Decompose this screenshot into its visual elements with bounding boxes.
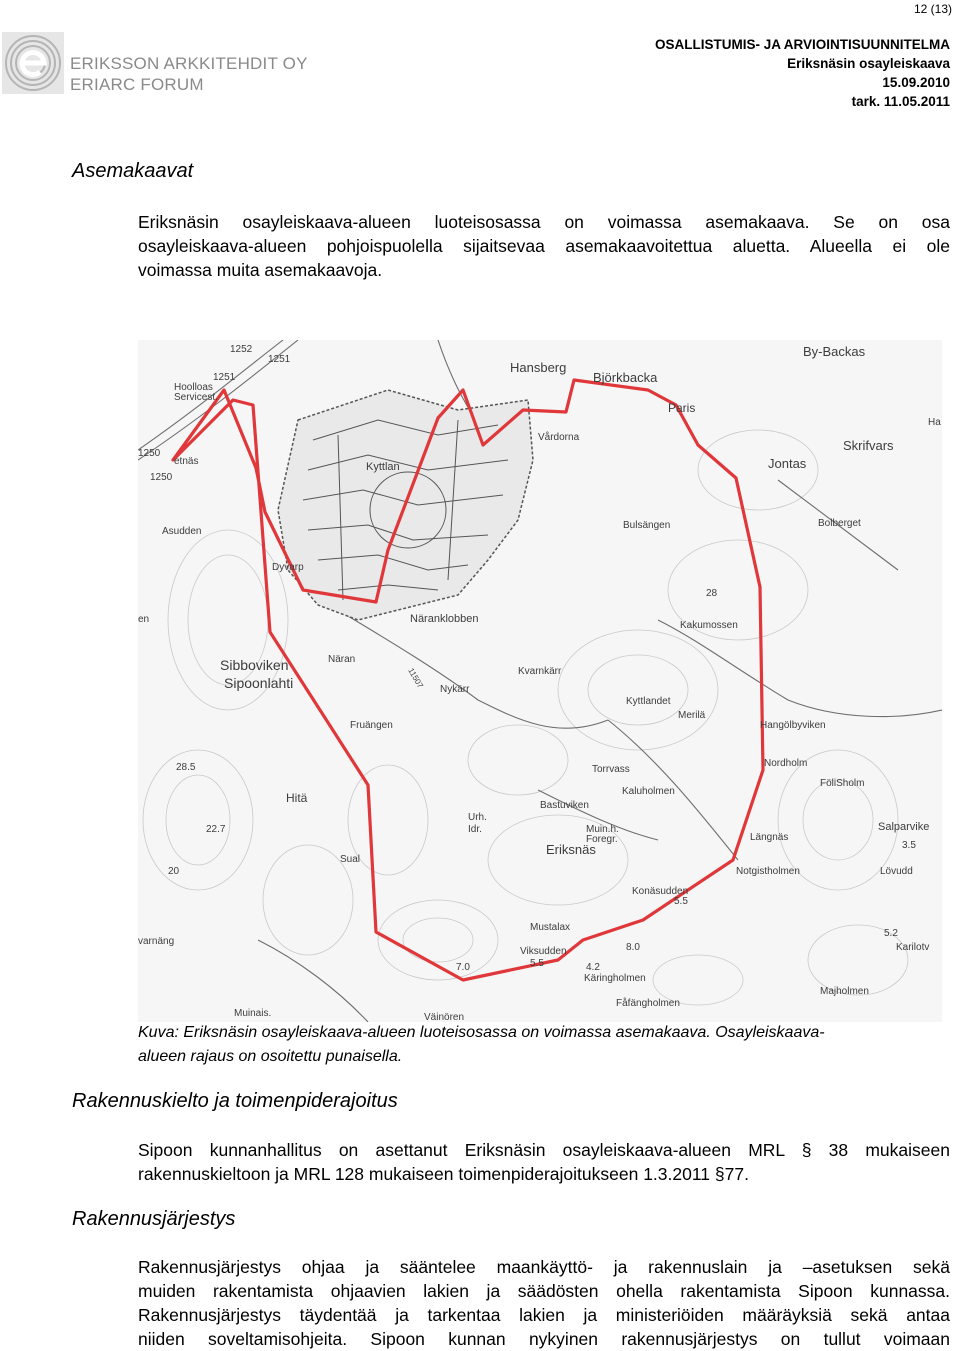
- map-label: Majholmen: [820, 986, 869, 997]
- caption-line: alueen rajaus on osoitettu punaisella.: [138, 1048, 403, 1065]
- map-label: Sual: [340, 854, 361, 865]
- map-label: Hansberg: [510, 360, 567, 375]
- paragraph-line: voimassa muita asemakaavoja.: [138, 260, 383, 280]
- paragraph-line: Sipoon kunnanhallitus on asettanut Eriksnäsin osayleiskaava-alueen MRL § 38 mukaiseen: [138, 1140, 950, 1160]
- caption-line: Kuva: Eriksnäsin osayleiskaava-alueen luoteisosassa on voimassa asemakaava. Osayleiskaava-: [138, 1024, 825, 1041]
- map-label: Paris: [668, 401, 696, 415]
- figure-caption: [138, 1021, 938, 1069]
- map-label: Näranklobben: [410, 613, 479, 625]
- map-label: Muinais.: [234, 1008, 272, 1019]
- map-label: Kvarnkärr: [518, 666, 562, 677]
- document-date: 15.09.2010: [882, 75, 950, 90]
- map-label: Kyttlan: [366, 461, 400, 473]
- map-label: Konäsudden: [632, 886, 689, 897]
- map-label: 1251: [268, 354, 291, 365]
- map-label: Merilä: [678, 710, 706, 721]
- map-label: Käringholmen: [584, 973, 646, 984]
- map-label: FöliSholm: [820, 778, 865, 789]
- map-label: Mustalax: [530, 922, 571, 933]
- map-label: Kaluholmen: [622, 786, 675, 797]
- map-label: Lövudd: [880, 866, 913, 877]
- paragraph-line: Rakennusjärjestys täydentää ja tarkentaa lakien ja ministeriöiden määräyksiä sekä antaa: [138, 1305, 950, 1325]
- map-label: Urh.: [468, 812, 487, 823]
- paragraph-rakennuskielto: [138, 1138, 950, 1186]
- map-label: 1250: [138, 448, 161, 459]
- document-name: Eriksnäsin osayleiskaava: [787, 56, 950, 71]
- map-label: Nykärr: [440, 684, 470, 695]
- paragraph-line: rakennuskieltoon ja MRL 128 mukaiseen toimenpiderajoitukseen 1.3.2011 §77.: [138, 1164, 749, 1184]
- map-label: 8.0: [626, 942, 640, 953]
- map-label: 5.5: [530, 958, 544, 969]
- map-label: 5.5: [674, 896, 688, 907]
- map-label: Idr.: [468, 824, 482, 835]
- map-label: Bastuviken: [540, 800, 589, 811]
- paragraph-rakennusjarjestys: [138, 1255, 950, 1351]
- heading-asemakaavat: Asemakaavat: [72, 160, 194, 182]
- map-label: Fåfängholmen: [616, 998, 680, 1009]
- map-label: 4.2: [586, 962, 600, 973]
- map-label: 3.5: [902, 840, 916, 851]
- map-label: Björkbacka: [593, 370, 658, 385]
- map-label: Torrvass: [592, 764, 630, 775]
- map-label: Längnäs: [750, 832, 789, 843]
- map-label: Ha: [928, 417, 941, 428]
- map-label: Foregr.: [586, 834, 618, 845]
- revision-date: tark. 11.05.2011: [851, 94, 950, 109]
- map-label: Hitä: [286, 791, 308, 805]
- paragraph-line: osayleiskaava-alueen pohjoispuolella sijaitsevaa asemakaavoitettua aluetta. Alueella ei ole: [138, 236, 950, 256]
- paragraph-asemakaavat: [138, 210, 950, 282]
- map-label: Jontas: [768, 456, 807, 471]
- map-label: Nordholm: [764, 758, 808, 769]
- map-label: Viksudden: [520, 946, 567, 957]
- company-name: ERIKSSON ARKKITEHDIT OY: [70, 54, 308, 73]
- map-label: Bolberget: [818, 518, 861, 529]
- paragraph-line: Rakennusjärjestys ohjaa ja sääntelee maankäyttö- ja rakennuslain ja –asetuksen sekä: [138, 1257, 950, 1277]
- map-label: Skrifvars: [843, 438, 894, 453]
- map-label: 28.5: [176, 762, 196, 773]
- map-label: Sipoonlahti: [224, 675, 294, 691]
- page-number: 12 (13): [913, 2, 952, 16]
- map-label: Väinören: [424, 1012, 465, 1022]
- map-label: Näran: [328, 654, 356, 665]
- heading-rakennuskielto: Rakennuskielto ja toimenpiderajoitus: [72, 1090, 398, 1112]
- map-label: 1251: [213, 372, 236, 383]
- plan-area-map: [138, 340, 942, 1022]
- map-label: Kakumossen: [680, 620, 738, 631]
- map-label: Sibboviken: [220, 657, 289, 673]
- document-type: OSALLISTUMIS- JA ARVIOINTISUUNNITELMA: [654, 37, 950, 52]
- map-label: Servicest.: [174, 392, 218, 403]
- map-label: varnäng: [138, 936, 175, 947]
- map-label: By-Backas: [803, 344, 866, 359]
- map-label: 1252: [230, 344, 253, 355]
- heading-rakennusjarjestys: Rakennusjärjestys: [72, 1208, 236, 1230]
- map-label: 22.7: [206, 824, 226, 835]
- map-label: 7.0: [456, 962, 470, 973]
- map-label: 28: [706, 588, 718, 599]
- map-label: Salparvike: [878, 821, 930, 833]
- map-label: Vårdorna: [538, 432, 580, 443]
- map-label: etnäs: [174, 456, 199, 467]
- map-label: 11507: [406, 666, 425, 690]
- map-label: Fruängen: [350, 720, 393, 731]
- map-label: 1250: [150, 472, 173, 483]
- map-label: Dyvarp: [272, 562, 304, 573]
- map-label: Notgistholmen: [736, 866, 800, 877]
- eriarc-logo: [2, 32, 64, 94]
- map-label: 20: [168, 866, 180, 877]
- map-label: Bulsängen: [623, 520, 671, 531]
- map-label: Hoolloas: [174, 382, 213, 393]
- map-label: Asudden: [162, 526, 202, 537]
- paragraph-line: niiden soveltamisohjeita. Sipoon kunnan nykyinen rakennusjärjestys on tullut voimaan: [138, 1329, 950, 1349]
- map-label: 5.2: [884, 928, 898, 939]
- company-subname: ERIARC FORUM: [70, 75, 204, 94]
- map-label: Kyttlandet: [626, 696, 671, 707]
- map-label: Muin.h.: [586, 824, 619, 835]
- map-label: Eriksnäs: [546, 842, 596, 857]
- map-label: en: [138, 614, 150, 625]
- map-label: Hangölbyviken: [760, 720, 826, 731]
- paragraph-line: muiden rakentamista ohjaavien lakien ja säädösten ohella rakentamista Sipoon kunnassa.: [138, 1281, 950, 1301]
- paragraph-line: Eriksnäsin osayleiskaava-alueen luoteisosassa on voimassa asemakaava. Se on osa: [138, 212, 950, 232]
- map-label: Karilotv: [896, 942, 930, 953]
